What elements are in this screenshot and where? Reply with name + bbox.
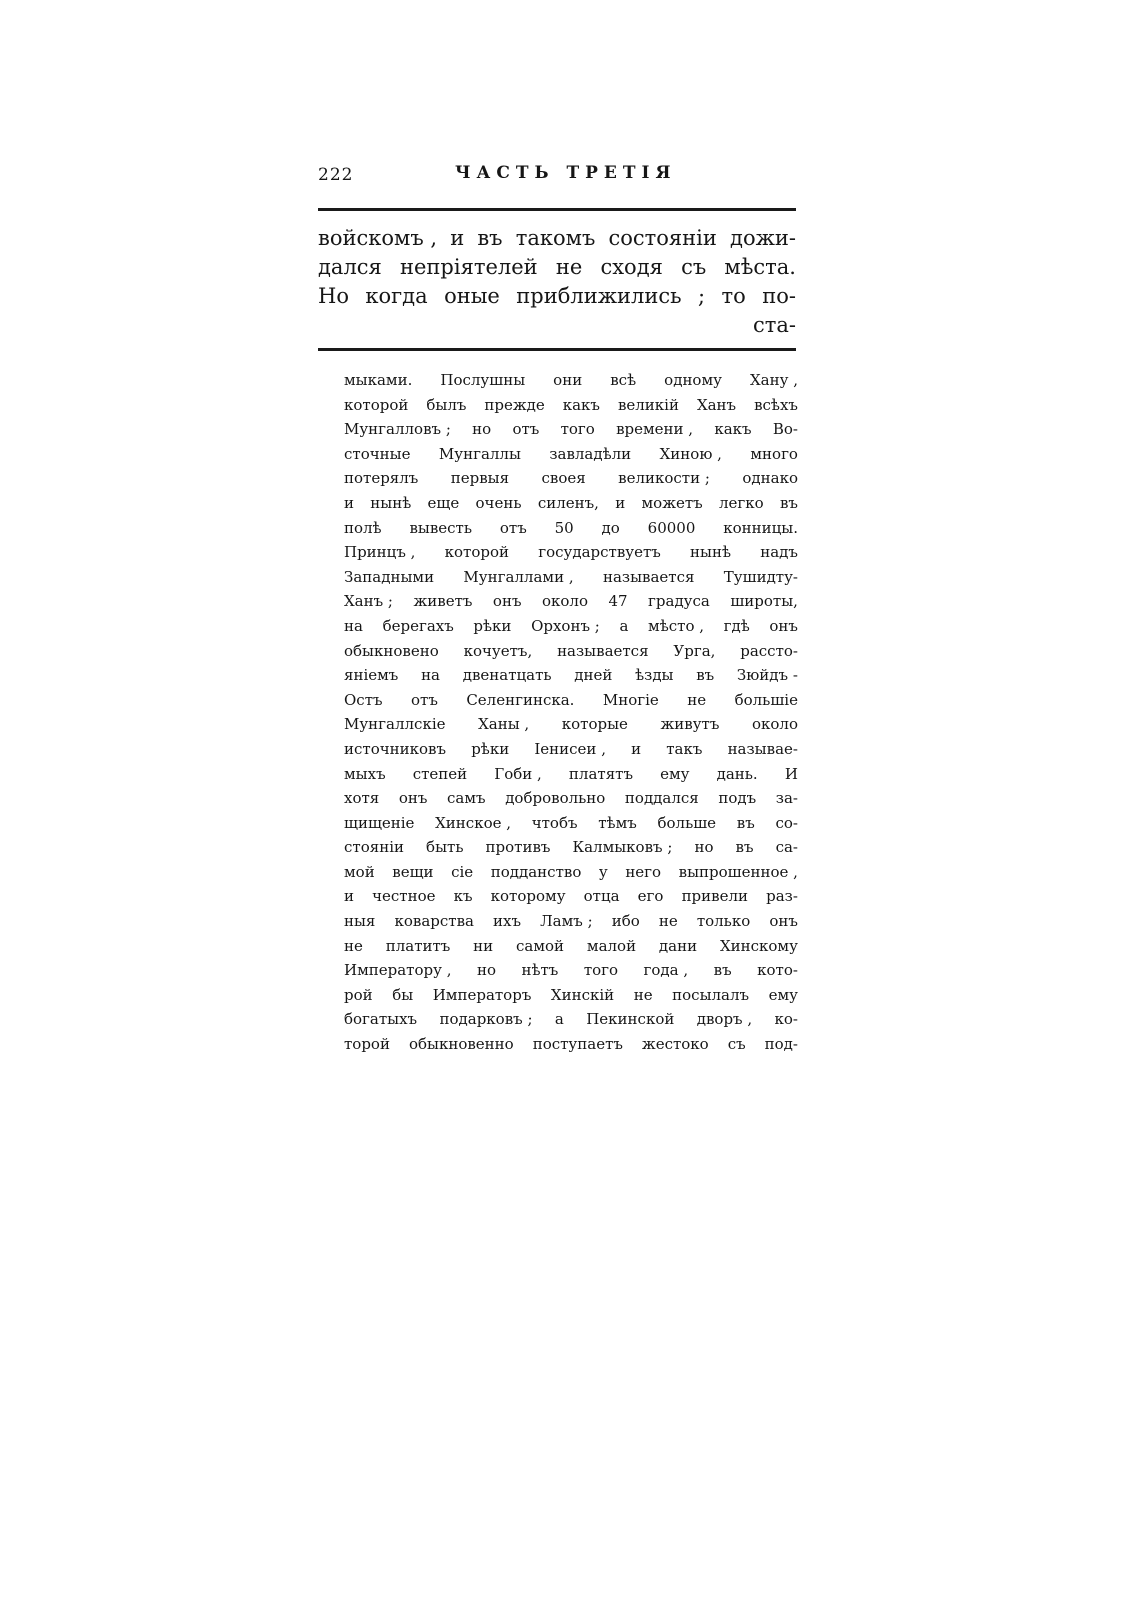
footnote-line — [344, 884, 798, 909]
word: отца — [583, 887, 620, 906]
word: можетъ — [641, 493, 703, 512]
word: поддался — [624, 789, 699, 808]
word: добровольно — [505, 789, 606, 808]
word: однако — [742, 469, 798, 488]
word: дань. — [716, 764, 758, 783]
running-head: ЧАСТЬ ТРЕТІЯ — [455, 163, 677, 183]
word: года , — [643, 961, 689, 980]
word: много — [750, 444, 798, 463]
footnote-line — [344, 614, 798, 639]
word: дворъ , — [696, 1010, 753, 1029]
word: Послушны — [440, 371, 526, 389]
word: великій — [617, 395, 679, 414]
footnote-line — [344, 934, 798, 959]
footnote-line — [344, 712, 798, 737]
footnote-line — [344, 909, 798, 934]
word: такомъ — [515, 226, 596, 250]
word: рассто- — [740, 641, 798, 660]
word: за- — [775, 789, 798, 808]
word: Ханъ — [696, 395, 737, 414]
word: Калмыковъ ; — [572, 838, 673, 857]
word: широты, — [730, 592, 798, 611]
word: под- — [764, 1035, 798, 1054]
word: кото- — [757, 961, 798, 980]
word: степей — [412, 764, 468, 783]
word: онъ — [398, 789, 428, 808]
word: стояніи — [344, 838, 404, 857]
word: источниковъ — [344, 739, 447, 758]
word: и — [631, 739, 642, 758]
word: приближились — [516, 284, 682, 308]
word: выпрошенное , — [678, 862, 798, 881]
word: по- — [762, 284, 796, 308]
word: Хинскій — [550, 985, 615, 1004]
footnote-line — [344, 762, 798, 787]
word: которой — [444, 543, 509, 562]
word: Тушидту- — [723, 567, 798, 586]
word: двенатцать — [462, 666, 552, 685]
word: и — [450, 226, 465, 250]
word: ста- — [753, 313, 796, 337]
word: въ — [779, 493, 798, 512]
word: обыкновенно — [408, 1035, 514, 1054]
footnote-line — [344, 958, 798, 983]
footnote-line — [344, 368, 798, 393]
word: его — [637, 887, 664, 906]
word: отъ — [499, 518, 527, 537]
word: еще — [427, 493, 460, 512]
word: ему — [768, 985, 798, 1004]
word: сіе — [451, 862, 474, 881]
word: называе- — [727, 739, 798, 758]
word: то — [721, 284, 746, 308]
word: Хинскому — [719, 936, 798, 955]
word: онъ — [769, 616, 798, 635]
word: Императору , — [344, 961, 452, 980]
footnote-line — [344, 983, 798, 1008]
word: нынѣ — [690, 543, 732, 562]
header-rule — [318, 208, 796, 211]
footnote-line — [344, 835, 798, 860]
word: но — [476, 961, 496, 980]
word: Хану , — [750, 371, 798, 389]
word: мыхъ — [344, 764, 386, 783]
word: торой — [344, 1035, 390, 1054]
word: платятъ — [568, 764, 633, 783]
word: гдѣ — [723, 616, 750, 635]
word: чтобъ — [531, 813, 578, 832]
word: мой — [344, 862, 375, 881]
word: мѣсто , — [648, 616, 705, 635]
word: мѣста. — [724, 255, 796, 279]
word: какъ — [562, 395, 600, 414]
word: первыя — [450, 469, 510, 488]
word: дожи- — [730, 226, 796, 250]
footnote-line — [344, 811, 798, 836]
word: времени , — [616, 420, 694, 439]
word: Урга, — [673, 641, 716, 660]
word: съ — [727, 1035, 746, 1054]
word: живутъ — [660, 715, 720, 734]
word: ихъ — [493, 912, 522, 931]
word: Іенисеи , — [534, 739, 606, 758]
word: нѣтъ — [521, 961, 559, 980]
word: обыкновено — [344, 641, 439, 660]
word: но — [472, 420, 492, 439]
word: конницы. — [723, 518, 798, 537]
footnote-line — [344, 688, 798, 713]
word: са- — [775, 838, 798, 857]
word: отъ — [512, 420, 540, 439]
word: своея — [541, 469, 586, 488]
word: всѣхъ — [754, 395, 798, 414]
word: силенъ, — [537, 493, 599, 512]
word: надъ — [760, 543, 798, 562]
word: какъ — [714, 420, 752, 439]
page-number: 222 — [318, 165, 354, 185]
word: кочуетъ, — [463, 641, 533, 660]
word: не — [687, 690, 707, 709]
word: Пекинской — [586, 1010, 675, 1029]
word: тѣмъ — [598, 813, 637, 832]
footnote-line — [344, 639, 798, 664]
footnote-line — [344, 860, 798, 885]
word: ѣзды — [635, 666, 674, 685]
word: ныя — [344, 912, 376, 931]
word: со- — [775, 813, 798, 832]
word: въ — [477, 226, 503, 250]
word: коварства — [394, 912, 474, 931]
word: Западными — [344, 567, 435, 586]
word: 50 — [554, 518, 574, 537]
word: большіе — [734, 690, 798, 709]
word: Мунгаллами , — [463, 567, 574, 586]
word: ко- — [774, 1010, 798, 1029]
word: Мунгаллскіе — [344, 715, 446, 734]
word: одному — [664, 371, 722, 389]
word: ибо — [611, 912, 640, 931]
word: И — [784, 764, 798, 783]
word: Селенгинска. — [466, 690, 575, 709]
word: и — [344, 493, 354, 512]
word: великости ; — [618, 469, 710, 488]
word: которому — [490, 887, 566, 906]
word: состояніи — [608, 226, 717, 250]
word: а — [554, 1010, 564, 1029]
word: въ — [713, 961, 732, 980]
word: малой — [586, 936, 637, 955]
word: но — [694, 838, 714, 857]
word: непріятелей — [400, 255, 538, 279]
footnote-line — [344, 663, 798, 688]
word: не — [633, 985, 653, 1004]
footnote-line — [344, 1032, 798, 1057]
word: дней — [574, 666, 613, 685]
main-text — [318, 224, 796, 340]
word: хотя — [344, 789, 380, 808]
word: легко — [719, 493, 764, 512]
word: называется — [557, 641, 649, 660]
word: дани — [658, 936, 698, 955]
word: Хиною , — [659, 444, 722, 463]
word: него — [625, 862, 662, 881]
word: того — [583, 961, 619, 980]
word: къ — [453, 887, 473, 906]
footnote-line — [344, 417, 798, 442]
word: войскомъ , — [318, 226, 438, 250]
word: Мунгаллы — [438, 444, 521, 463]
word: рой — [344, 985, 373, 1004]
word: раз- — [766, 887, 798, 906]
word: самой — [516, 936, 565, 955]
word: подарковъ ; — [439, 1010, 533, 1029]
main-text-line — [318, 311, 796, 340]
word: вещи — [392, 862, 434, 881]
word: Гоби , — [494, 764, 542, 783]
word: Но — [318, 284, 349, 308]
word: Принцъ , — [344, 543, 416, 562]
word: сходя — [600, 255, 663, 279]
word: называется — [602, 567, 695, 586]
word: Хинское , — [435, 813, 512, 832]
footnote-line — [344, 1007, 798, 1032]
word: когда — [365, 284, 428, 308]
word: живетъ — [413, 592, 473, 611]
word: посылалъ — [672, 985, 750, 1004]
word: полѣ — [344, 518, 382, 537]
word: въ — [696, 666, 715, 685]
main-text-line — [318, 282, 796, 311]
word: не — [344, 936, 363, 955]
footnote-line — [344, 442, 798, 467]
footnote-line — [344, 393, 798, 418]
word: которые — [561, 715, 628, 734]
word: на — [421, 666, 441, 685]
word: и — [344, 887, 354, 906]
word: привели — [681, 887, 749, 906]
word: ему — [660, 764, 690, 783]
word: Ханы , — [478, 715, 530, 734]
word: онъ — [769, 912, 798, 931]
word: только — [696, 912, 751, 931]
word: съ — [681, 255, 707, 279]
word: честное — [372, 887, 436, 906]
word: подъ — [718, 789, 757, 808]
word: завладѣли — [549, 444, 632, 463]
word: яніемъ — [344, 666, 399, 685]
word: 60000 — [647, 518, 696, 537]
word: самъ — [447, 789, 486, 808]
word: Императоръ — [432, 985, 532, 1004]
main-text-line — [318, 253, 796, 282]
word: градуса — [648, 592, 710, 611]
word: не — [555, 255, 583, 279]
footnote-line — [344, 491, 798, 516]
word: не — [658, 912, 678, 931]
word: вывесть — [409, 518, 473, 537]
word: нынѣ — [370, 493, 412, 512]
word: берегахъ — [382, 616, 454, 635]
word: 47 — [608, 592, 628, 611]
word: въ — [735, 838, 754, 857]
word: которой — [344, 395, 409, 414]
word: бы — [392, 985, 414, 1004]
footnote-line — [344, 565, 798, 590]
word: на — [344, 616, 363, 635]
word: мыками. — [344, 371, 413, 389]
word: прежде — [484, 395, 545, 414]
word: около — [541, 592, 588, 611]
word: быть — [426, 838, 464, 857]
word: у — [598, 862, 608, 881]
word: Во- — [772, 420, 798, 439]
word: дался — [318, 255, 382, 279]
main-text-line — [318, 224, 796, 253]
word: онъ — [492, 592, 522, 611]
word: ; — [698, 284, 706, 308]
word: такъ — [666, 739, 703, 758]
word: они — [553, 371, 583, 389]
word: противъ — [485, 838, 551, 857]
word: всѣ — [610, 371, 637, 389]
word: поступаетъ — [532, 1035, 623, 1054]
word: жестоко — [641, 1035, 709, 1054]
word: рѣки — [471, 739, 510, 758]
footnote — [344, 368, 798, 1057]
word: сточные — [344, 444, 411, 463]
footnote-line — [344, 466, 798, 491]
footnote-line — [344, 737, 798, 762]
word: Ламъ ; — [540, 912, 593, 931]
footnote-line — [344, 540, 798, 565]
word: подданство — [490, 862, 582, 881]
word: богатыхъ — [344, 1010, 418, 1029]
word: оные — [444, 284, 500, 308]
word: государствуетъ — [538, 543, 661, 562]
word: щищеніе — [344, 813, 415, 832]
word: Многіе — [602, 690, 659, 709]
word: больше — [657, 813, 717, 832]
word: Орхонъ ; — [531, 616, 600, 635]
word: былъ — [426, 395, 467, 414]
word: Мунгалловъ ; — [344, 420, 451, 439]
word: а — [619, 616, 629, 635]
word: потерялъ — [344, 469, 419, 488]
word: и — [615, 493, 626, 512]
word: Ханъ ; — [344, 592, 393, 611]
footnote-line — [344, 516, 798, 541]
word: въ — [736, 813, 755, 832]
footnote-line — [344, 589, 798, 614]
word: очень — [475, 493, 522, 512]
word: отъ — [411, 690, 438, 709]
word: Остъ — [344, 690, 383, 709]
word: платитъ — [385, 936, 451, 955]
footnote-rule — [318, 348, 796, 351]
word: до — [601, 518, 620, 537]
word: Зюйдъ - — [736, 666, 798, 685]
footnote-line — [344, 786, 798, 811]
word: около — [751, 715, 798, 734]
word: ни — [473, 936, 494, 955]
word: того — [560, 420, 595, 439]
word: рѣки — [473, 616, 512, 635]
